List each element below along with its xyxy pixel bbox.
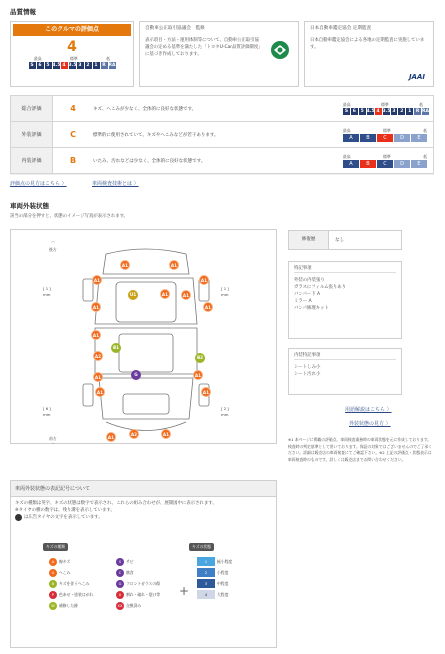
damage-mark[interactable]: A1 <box>92 275 102 285</box>
damage-mark[interactable]: A2 <box>129 429 139 439</box>
eval-card-header: このクルマの評価点 <box>13 24 131 36</box>
rear-label: 後方 <box>49 247 57 252</box>
types-col-1: A 線キズ U へこみ B キズを伴うへこみ P 色あせ・塗装はがれ W 補修した跡 <box>49 556 109 611</box>
front-label: 前方 <box>49 436 57 441</box>
special-notes: 特記事項 外装の内装張り ガラスにフィルム張りあり バンパー下 A ミラー A バンパ修理キット <box>288 261 402 339</box>
damage-mark[interactable]: A1 <box>193 370 203 380</box>
legend-panel: 車両外装状態の表記記号について キズの種類は英字、キズの状態は数字で表示され、これらの組み合わせが、展開図中に表示されます。 ※タイヤの横の数字は、残り溝を表示しています。 は広告タイヤの文字を表示しています。 キズの種類 キズの状態 A 線キズ U へこみ B キズを伴うへこみ P 色あせ・塗装はがれ W 補修した跡 S サビ C 腐食 G フロントガラスの傷 X 割れ・破れ・裂け等 XX 交換済み + 1 極小程度 2 小程度 3 中程度 4 大程度 <box>10 480 277 648</box>
eval-marks: S 6 5 4.5 4 3.5 3 2 1 R RA <box>30 63 116 68</box>
scale-br-mm: mm <box>221 412 229 417</box>
section-title: 品質情報 <box>10 8 36 16</box>
scale-low: 低 <box>106 56 110 61</box>
car-diagram[interactable] <box>10 229 277 447</box>
scale-tl-mm: mm <box>43 292 51 297</box>
scale-bl: [ 6 ] <box>43 406 51 411</box>
glossary-link[interactable]: 用語解説はこちら 〉 <box>345 407 392 413</box>
front-down-icon: ﹀ <box>51 442 55 447</box>
damage-mark[interactable]: A1 <box>120 260 130 270</box>
damage-mark[interactable]: B2 <box>195 353 205 363</box>
interior-notes: 内装特記事項 シートしみ小 シート汚れ小 <box>288 348 402 395</box>
scale-bl-mm: mm <box>43 412 51 417</box>
damage-mark[interactable]: A1 <box>95 387 105 397</box>
scale-std: 標準 <box>70 56 78 61</box>
interior-grades: A B C D E <box>343 160 429 168</box>
eval-card <box>10 21 134 87</box>
damage-mark[interactable]: A1 <box>201 387 211 397</box>
assoc-logo-icon <box>270 40 290 60</box>
damage-mark[interactable]: A1 <box>199 275 209 285</box>
damage-mark[interactable]: G <box>131 370 141 380</box>
assoc-card <box>139 21 299 87</box>
scale-tl: [ 1 ] <box>43 286 51 291</box>
rear-up-icon: ︿ <box>51 238 55 243</box>
scale-br: [ 2 ] <box>221 406 229 411</box>
eval-view-link[interactable]: 評価点の見方はこちら 〉 <box>10 181 67 187</box>
size-col: 1 極小程度 2 小程度 3 中程度 4 大程度 <box>197 556 267 600</box>
damage-mark[interactable]: A1 <box>161 429 171 439</box>
scale-high: 最高 <box>34 56 42 61</box>
damage-mark[interactable]: U1 <box>128 290 138 300</box>
divider <box>10 174 434 175</box>
rating-row-total: 総合評価 4 キズ、へこみが少なく、全体的に良好な状態です。 最高 標準 低 S 6 5 4.5 4 3.5 3 2 1 R RA <box>10 95 434 122</box>
damage-mark[interactable]: A1 <box>91 302 101 312</box>
car-outline-icon <box>81 244 211 444</box>
exterior-subtitle: 該当の部分を押すと、状態のイメージ写真が表示されます。 <box>10 214 129 219</box>
exterior-title: 車両外装状態 <box>10 202 49 210</box>
damage-mark[interactable]: A1 <box>181 290 191 300</box>
wheel-icon <box>15 514 22 521</box>
assoc-title: 自動車公正取引協議会 監修 <box>145 26 205 31</box>
exterior-view-link[interactable]: 外装状態の見方 〉 <box>349 421 391 427</box>
damage-mark[interactable]: A2 <box>93 351 103 361</box>
damage-mark[interactable]: A1 <box>203 302 213 312</box>
rating-row-interior: 内装評価 B いたみ、汚れなどは少なく、全体的に良好な状態です。 最高 標準 低 A B C D E <box>10 147 434 174</box>
size-tag: キズの状態 <box>189 543 214 551</box>
damage-mark[interactable]: A1 <box>169 260 179 270</box>
scale-tr-mm: mm <box>221 292 229 297</box>
damage-mark[interactable]: A1 <box>160 289 170 299</box>
types-tag: キズの種類 <box>43 543 68 551</box>
damage-mark[interactable]: B1 <box>111 343 121 353</box>
jaai-card <box>304 21 434 87</box>
legend-title: 車両外装状態の表記記号について <box>11 481 276 497</box>
jaai-logo: JAAI <box>408 73 425 81</box>
exterior-grades: A B C D E <box>343 134 429 142</box>
jaai-body: 日本自動車鑑定協会による各地の定期監査に実施しています。 <box>310 38 425 50</box>
scale-tr: [ 1 ] <box>221 286 229 291</box>
assoc-body: 表示項目・方法・運用体制等について、自動車公正取引協議会の定める基準を満たした「トヨタU-Car品質評価制度」に基づき作成しております。 <box>145 38 263 57</box>
damage-mark[interactable]: A1 <box>93 372 103 382</box>
plus-icon: + <box>179 584 190 598</box>
repair-history: 修復歴 なし <box>288 230 402 250</box>
footnotes: ※1 本ページに掲載の評価点、車両検査業務時の車両状態を元に作成しております。検査時の判定基準として用いております。保証の対象ではございませんのでご了承ください。詳細は販売店の車両検査にてご確認下さい。※2 上記の評価点・状態表示は車両検査時のものです。詳しくは販売店までお問い合わせください。 <box>288 437 432 462</box>
jaai-title: 日本自動車鑑定協会 定期監査 <box>310 26 372 31</box>
total-marks: S 6 5 4.5 4 3.5 3 2 1 R RA <box>344 109 429 114</box>
inspect-link[interactable]: 車両検査技術とは 〉 <box>92 181 139 187</box>
rating-row-exterior: 外装評価 C 標準的に使用されていて、キズやへこみなどが若干あります。 最高 標準 低 A B C D E <box>10 121 434 148</box>
damage-mark[interactable]: A1 <box>91 330 101 340</box>
types-col-2: S サビ C 腐食 G フロントガラスの傷 X 割れ・破れ・裂け等 XX 交換済み <box>117 558 161 608</box>
eval-score: 4 <box>67 39 77 55</box>
damage-mark[interactable]: A1 <box>106 432 116 442</box>
